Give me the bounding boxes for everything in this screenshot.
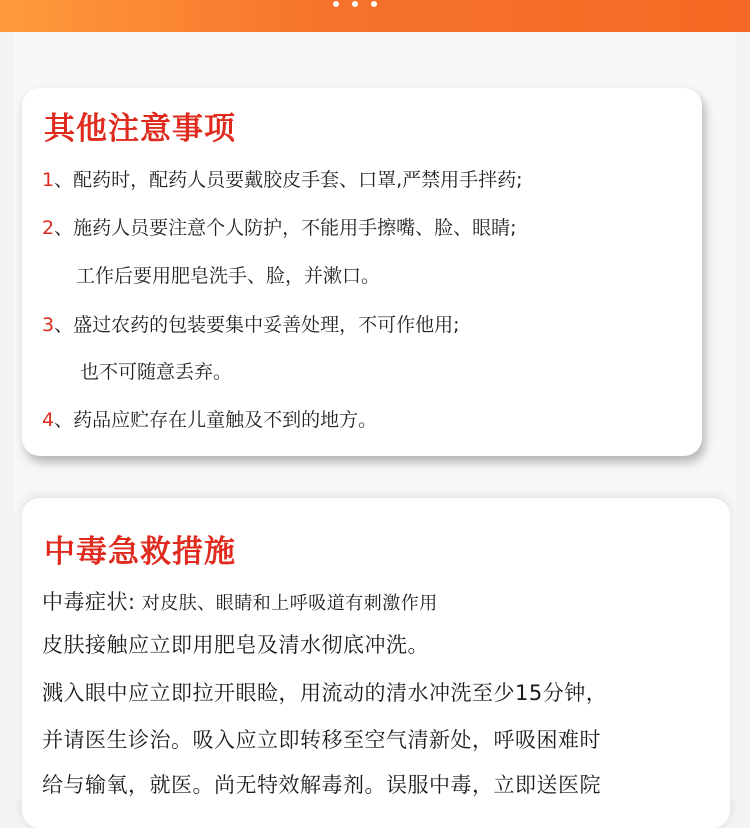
precaution-item-3 (42, 310, 460, 337)
precaution-item-3-continued: 也不可随意丢弃。 (80, 361, 233, 383)
precaution-number: 4 (42, 409, 55, 431)
symptom-label: 中毒症状: (42, 590, 136, 614)
more-dots-icon (333, 0, 377, 8)
first-aid-line: 溅入眼中应立即拉开眼睑，用流动的清水冲洗至少15分钟， (42, 681, 608, 705)
symptom-line (42, 586, 438, 616)
precaution-item-4 (42, 405, 377, 432)
precaution-item-2-continued: 工作后要用肥皂洗手、脸，并漱口。 (76, 265, 381, 287)
precaution-number: 1 (42, 169, 55, 191)
precaution-text: 配药时，配药人员要戴胶皮手套、口罩,严禁用手拌药; (73, 169, 523, 191)
precaution-item-2 (42, 213, 517, 240)
precaution-separator: 、 (54, 169, 74, 191)
first-aid-line: 皮肤接触应立即用肥皂及清水彻底冲洗。 (42, 633, 429, 657)
precaution-text: 药品应贮存在儿童触及不到的地方。 (73, 409, 378, 431)
symptom-text: 对皮肤、眼睛和上呼吸道有刺激作用 (135, 593, 438, 614)
top-banner (0, 0, 750, 32)
first-aid-line: 给与输氧，就医。尚无特效解毒剂。误服中毒，立即送医院 (42, 773, 601, 797)
first-aid-title: 中毒急救措施 (44, 534, 236, 570)
first-aid-line: 并请医生诊治。吸入应立即转移至空气清新处，呼吸困难时 (42, 728, 601, 752)
precaution-number: 2 (42, 217, 55, 239)
precaution-item-1 (42, 165, 523, 192)
precaution-text: 施药人员要注意个人防护，不能用手擦嘴、脸、眼睛; (73, 217, 517, 239)
precaution-separator: 、 (54, 314, 74, 336)
precaution-number: 3 (42, 314, 55, 336)
precaution-separator: 、 (54, 217, 74, 239)
precaution-separator: 、 (54, 409, 74, 431)
precautions-title: 其他注意事项 (44, 111, 236, 147)
precaution-text: 盛过农药的包装要集中妥善处理，不可作他用; (73, 314, 460, 336)
